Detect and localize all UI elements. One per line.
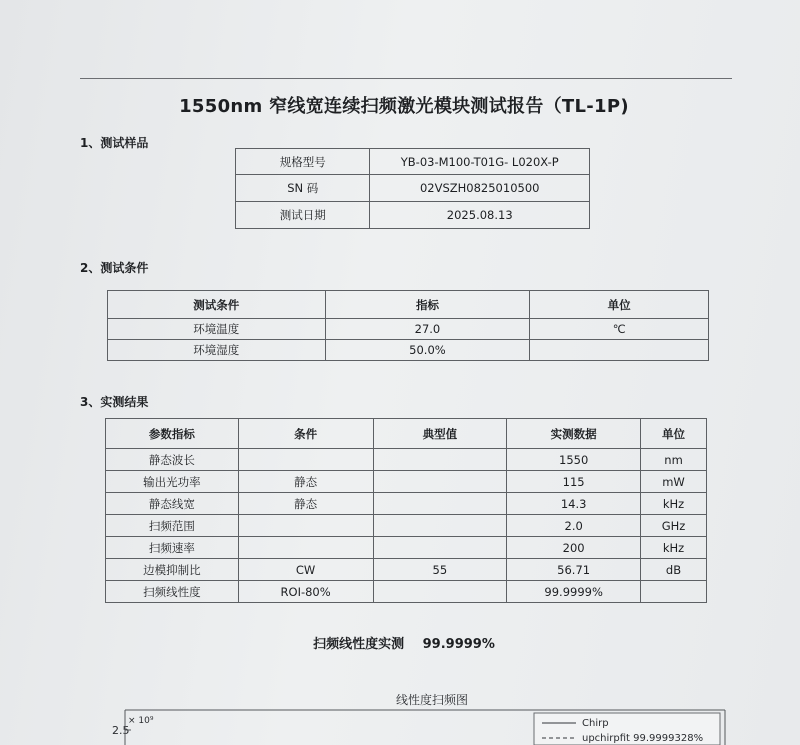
table-cell: 27.0	[325, 319, 530, 340]
table-cell	[373, 493, 507, 515]
column-header: 单位	[641, 419, 707, 449]
sample-label: 测试日期	[236, 202, 370, 229]
table-cell	[238, 515, 373, 537]
sample-value: YB-03-M100-T01G- L020X-P	[370, 149, 590, 175]
table-cell: nm	[641, 449, 707, 471]
table-cell	[373, 515, 507, 537]
report-title: 1550nm 窄线宽连续扫频激光模块测试报告（TL-1P)	[179, 96, 629, 117]
table-row	[106, 471, 707, 493]
table-cell: GHz	[641, 515, 707, 537]
column-header: 指标	[325, 291, 530, 319]
table-cell: 环境温度	[108, 319, 326, 340]
table-cell	[373, 449, 507, 471]
table-cell: 静态线宽	[106, 493, 239, 515]
column-header: 测试条件	[108, 291, 326, 319]
table-header-row	[108, 291, 709, 319]
table-row	[106, 537, 707, 559]
table-header-row	[106, 419, 707, 449]
table-cell: ROI-80%	[238, 581, 373, 603]
table-row	[106, 559, 707, 581]
section3-heading: 3、实测结果	[80, 395, 149, 409]
sample-value: 2025.08.13	[370, 202, 590, 229]
table-cell: 2.0	[507, 515, 641, 537]
table-cell: kHz	[641, 537, 707, 559]
table-cell: mW	[641, 471, 707, 493]
summary-label: 扫频线性度实测	[313, 637, 405, 652]
table-cell	[373, 581, 507, 603]
table-cell	[238, 537, 373, 559]
y-tick-label: 2.5	[112, 724, 130, 737]
conditions-table	[107, 290, 709, 361]
table-cell: CW	[238, 559, 373, 581]
header-rule	[80, 78, 732, 79]
table-row	[106, 493, 707, 515]
table-row	[236, 149, 590, 175]
sample-table	[235, 148, 590, 229]
table-row	[106, 581, 707, 603]
table-cell: dB	[641, 559, 707, 581]
sample-label: SN 码	[236, 175, 370, 202]
section1-heading: 1、测试样品	[80, 136, 149, 150]
table-cell: 环境湿度	[108, 340, 326, 361]
table-cell: 扫频线性度	[106, 581, 239, 603]
table-cell: 静态波长	[106, 449, 239, 471]
sample-label: 规格型号	[236, 149, 370, 175]
column-header: 条件	[238, 419, 373, 449]
table-cell	[373, 537, 507, 559]
table-cell: 输出光功率	[106, 471, 239, 493]
column-header: 单位	[530, 291, 709, 319]
table-cell: 扫频范围	[106, 515, 239, 537]
legend-label-chirp: Chirp	[582, 718, 609, 729]
table-cell: 99.9999%	[507, 581, 641, 603]
table-row	[236, 202, 590, 229]
section2-heading: 2、测试条件	[80, 261, 149, 275]
column-header: 典型值	[373, 419, 507, 449]
column-header: 实测数据	[507, 419, 641, 449]
table-cell: 静态	[238, 493, 373, 515]
table-row	[106, 515, 707, 537]
table-row	[108, 340, 709, 361]
table-cell: 静态	[238, 471, 373, 493]
y-scale-exponent: × 10⁹	[128, 716, 154, 726]
table-cell: 扫频速率	[106, 537, 239, 559]
table-cell: 55	[373, 559, 507, 581]
linearity-chart	[0, 688, 800, 745]
table-cell	[373, 471, 507, 493]
results-table	[105, 418, 707, 603]
table-cell: kHz	[641, 493, 707, 515]
table-cell	[530, 340, 709, 361]
table-cell	[238, 449, 373, 471]
linearity-summary	[0, 633, 800, 652]
table-row	[236, 175, 590, 202]
table-cell: ℃	[530, 319, 709, 340]
table-row	[106, 449, 707, 471]
table-cell: 115	[507, 471, 641, 493]
table-cell: 50.0%	[325, 340, 530, 361]
table-cell: 边模抑制比	[106, 559, 239, 581]
table-cell: 56.71	[507, 559, 641, 581]
table-cell	[641, 581, 707, 603]
table-cell: 14.3	[507, 493, 641, 515]
summary-value: 99.9999%	[422, 637, 495, 652]
column-header: 参数指标	[106, 419, 239, 449]
chart-title: 线性度扫频图	[395, 693, 469, 707]
table-cell: 200	[507, 537, 641, 559]
sample-value: 02VSZH0825010500	[370, 175, 590, 202]
table-cell: 1550	[507, 449, 641, 471]
table-row	[108, 319, 709, 340]
legend-label-fit: upchirpfit 99.9999328%	[582, 733, 704, 744]
